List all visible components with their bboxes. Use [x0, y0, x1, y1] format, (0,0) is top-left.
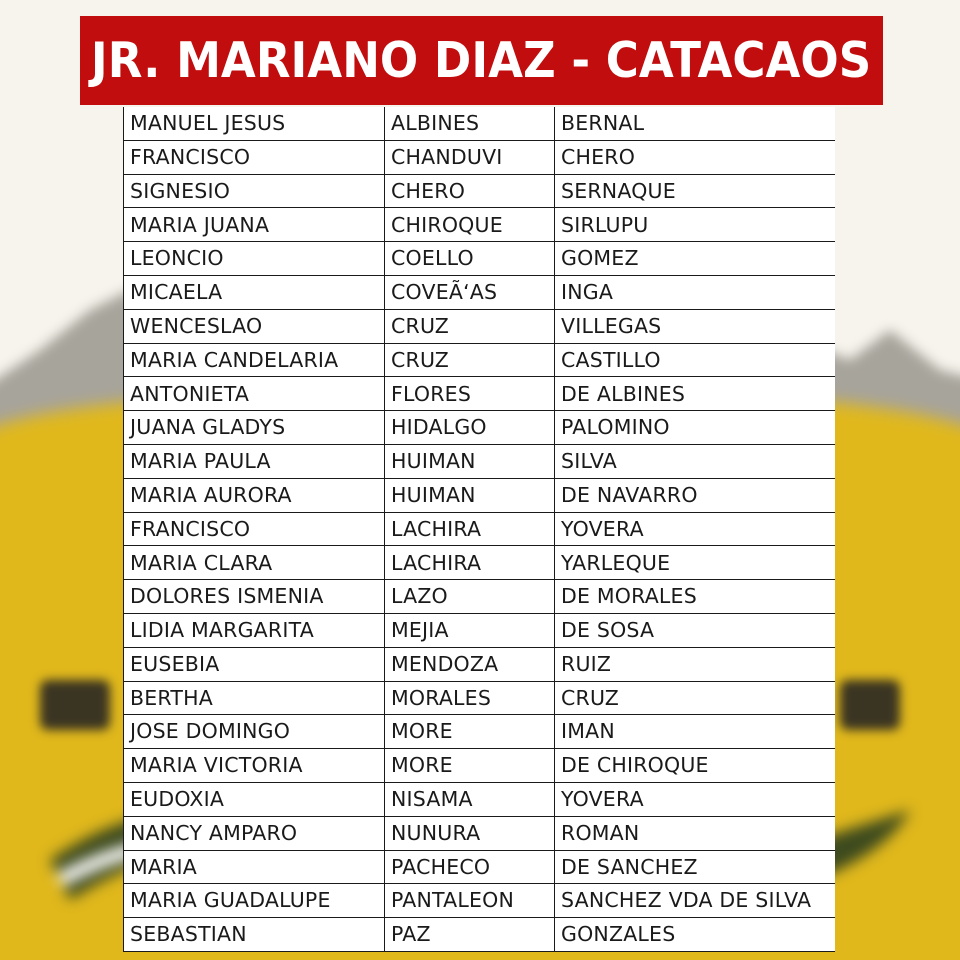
table-row — [124, 478, 835, 512]
first-name-cell: MARIA VICTORIA — [124, 749, 385, 783]
table-row — [124, 647, 835, 681]
surname-1-cell: PANTALEON — [385, 884, 555, 918]
first-name-cell: FRANCISCO — [124, 512, 385, 546]
table-row — [124, 749, 835, 783]
title-banner — [80, 16, 883, 105]
table-row — [124, 208, 835, 242]
first-name-cell: LEONCIO — [124, 242, 385, 276]
first-name-cell: JUANA GLADYS — [124, 411, 385, 445]
surname-1-cell: MORE — [385, 749, 555, 783]
table-row — [124, 377, 835, 411]
page-title: JR. MARIANO DIAZ - CATACAOS — [91, 32, 872, 89]
table-row — [124, 411, 835, 445]
surname-2-cell: RUIZ — [555, 647, 835, 681]
table-row — [124, 884, 835, 918]
surname-1-cell: HIDALGO — [385, 411, 555, 445]
table-row — [124, 140, 835, 174]
first-name-cell: JOSE DOMINGO — [124, 715, 385, 749]
surname-1-cell: FLORES — [385, 377, 555, 411]
table-row — [124, 918, 835, 952]
first-name-cell: NANCY AMPARO — [124, 816, 385, 850]
first-name-cell: SEBASTIAN — [124, 918, 385, 952]
table-row — [124, 275, 835, 309]
first-name-cell: MARIA — [124, 850, 385, 884]
surname-2-cell: GOMEZ — [555, 242, 835, 276]
surname-1-cell: ALBINES — [385, 107, 555, 140]
table-row — [124, 343, 835, 377]
surname-2-cell: DE ALBINES — [555, 377, 835, 411]
surname-1-cell: LACHIRA — [385, 512, 555, 546]
surname-2-cell: YOVERA — [555, 782, 835, 816]
first-name-cell: MICAELA — [124, 275, 385, 309]
table-row — [124, 580, 835, 614]
surname-2-cell: IMAN — [555, 715, 835, 749]
first-name-cell: SIGNESIO — [124, 174, 385, 208]
first-name-cell: MARIA JUANA — [124, 208, 385, 242]
surname-2-cell: DE SANCHEZ — [555, 850, 835, 884]
first-name-cell: DOLORES ISMENIA — [124, 580, 385, 614]
first-name-cell: ANTONIETA — [124, 377, 385, 411]
surname-1-cell: PAZ — [385, 918, 555, 952]
surname-2-cell: DE MORALES — [555, 580, 835, 614]
surname-2-cell: INGA — [555, 275, 835, 309]
surname-1-cell: HUIMAN — [385, 478, 555, 512]
table-row — [124, 512, 835, 546]
first-name-cell: WENCESLAO — [124, 309, 385, 343]
table-row — [124, 850, 835, 884]
surname-1-cell: MENDOZA — [385, 647, 555, 681]
surname-1-cell: LAZO — [385, 580, 555, 614]
first-name-cell: MARIA AURORA — [124, 478, 385, 512]
table-row — [124, 546, 835, 580]
table-row — [124, 309, 835, 343]
surname-2-cell: BERNAL — [555, 107, 835, 140]
table-row — [124, 816, 835, 850]
surname-1-cell: CHERO — [385, 174, 555, 208]
surname-2-cell: YOVERA — [555, 512, 835, 546]
surname-2-cell: YARLEQUE — [555, 546, 835, 580]
first-name-cell: FRANCISCO — [124, 140, 385, 174]
first-name-cell: MARIA PAULA — [124, 444, 385, 478]
first-name-cell: EUDOXIA — [124, 782, 385, 816]
surname-2-cell: ROMAN — [555, 816, 835, 850]
surname-2-cell: VILLEGAS — [555, 309, 835, 343]
surname-1-cell: CRUZ — [385, 309, 555, 343]
first-name-cell: MANUEL JESUS — [124, 107, 385, 140]
table-row — [124, 715, 835, 749]
table-row — [124, 444, 835, 478]
surname-1-cell: COVEÃ‘AS — [385, 275, 555, 309]
surname-1-cell: LACHIRA — [385, 546, 555, 580]
surname-2-cell: SANCHEZ VDA DE SILVA — [555, 884, 835, 918]
table-row — [124, 174, 835, 208]
surname-2-cell: GONZALES — [555, 918, 835, 952]
surname-2-cell: DE NAVARRO — [555, 478, 835, 512]
surname-1-cell: CRUZ — [385, 343, 555, 377]
surname-1-cell: MEJIA — [385, 613, 555, 647]
surname-2-cell: DE SOSA — [555, 613, 835, 647]
surname-2-cell: CRUZ — [555, 681, 835, 715]
surname-2-cell: SERNAQUE — [555, 174, 835, 208]
first-name-cell: EUSEBIA — [124, 647, 385, 681]
surname-2-cell: CASTILLO — [555, 343, 835, 377]
table-row — [124, 782, 835, 816]
surname-2-cell: CHERO — [555, 140, 835, 174]
surname-1-cell: PACHECO — [385, 850, 555, 884]
surname-1-cell: CHIROQUE — [385, 208, 555, 242]
first-name-cell: MARIA GUADALUPE — [124, 884, 385, 918]
surname-1-cell: MORALES — [385, 681, 555, 715]
surname-2-cell: PALOMINO — [555, 411, 835, 445]
first-name-cell: MARIA CANDELARIA — [124, 343, 385, 377]
surname-1-cell: COELLO — [385, 242, 555, 276]
surname-1-cell: CHANDUVI — [385, 140, 555, 174]
first-name-cell: MARIA CLARA — [124, 546, 385, 580]
table-row — [124, 681, 835, 715]
surname-2-cell: SILVA — [555, 444, 835, 478]
surname-1-cell: HUIMAN — [385, 444, 555, 478]
names-table — [123, 107, 835, 952]
first-name-cell: LIDIA MARGARITA — [124, 613, 385, 647]
surname-1-cell: NISAMA — [385, 782, 555, 816]
table-row — [124, 242, 835, 276]
surname-2-cell: DE CHIROQUE — [555, 749, 835, 783]
first-name-cell: BERTHA — [124, 681, 385, 715]
table-row — [124, 107, 835, 140]
surname-1-cell: MORE — [385, 715, 555, 749]
surname-1-cell: NUNURA — [385, 816, 555, 850]
table-row — [124, 613, 835, 647]
surname-2-cell: SIRLUPU — [555, 208, 835, 242]
